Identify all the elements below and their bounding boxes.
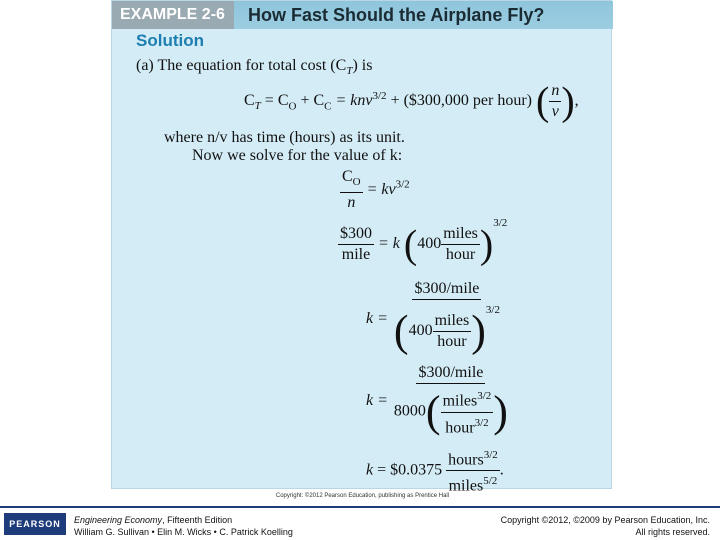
k-equation-1: k = $300/mile (400 $\frac{\text{miles}}{\text{hour}}$ )$^{3/2}$	[366, 280, 500, 356]
total-cost-equation: $C_T = C_O + C_C = knv^{3/2}$ + ($300,000 per hour) ( $\frac{n}{v}$ ),	[244, 78, 579, 124]
example-title: How Fast Should the Airplane Fly?	[248, 5, 545, 25]
solution-heading: Solution	[136, 31, 204, 50]
k-equation-2: k = $300/mile 8000( $\frac{miles^{3/2}}{hour^{3/2}}$ )	[366, 364, 508, 436]
footer-book-info: Engineering Economy, Fifteenth Edition William G. Sullivan • Elin M. Wicks • C. Patrick Koelling	[74, 515, 293, 537]
example-panel	[111, 0, 612, 499]
pearson-logo: PEARSON	[4, 513, 66, 535]
co-over-n-equation: $\frac{C_O}{n}$ = $kv^{3/2}$	[342, 168, 410, 212]
where-line: where n/v has time (hours) as its unit.	[164, 129, 405, 146]
per-mile-equation: $\frac{\$300}{\text{mile}}$ = k (400 $\frac{\text{miles}}{\text{hour}}$ )$^{3/2}$	[340, 217, 508, 267]
footer-authors: William G. Sullivan • Elin M. Wicks • C. Patrick Koelling	[74, 527, 293, 537]
k-result-equation: k = $0.0375 $\frac{hours^{3/2}}{miles^{5/2}}$ .	[366, 445, 504, 497]
footer-copyright: Copyright ©2012, ©2009 by Pearson Education, Inc. All rights reserved.	[500, 515, 710, 537]
part-a-line: (a) The equation for total cost $(C_T)$ is	[136, 57, 373, 78]
now-line: Now we solve for the value of k:	[192, 147, 403, 164]
publisher-note: Copyright: ©2012 Pearson Education, publishing as Prentice Hall	[275, 493, 450, 499]
footer-rule	[0, 506, 720, 508]
example-tag: EXAMPLE 2-6	[112, 1, 234, 29]
